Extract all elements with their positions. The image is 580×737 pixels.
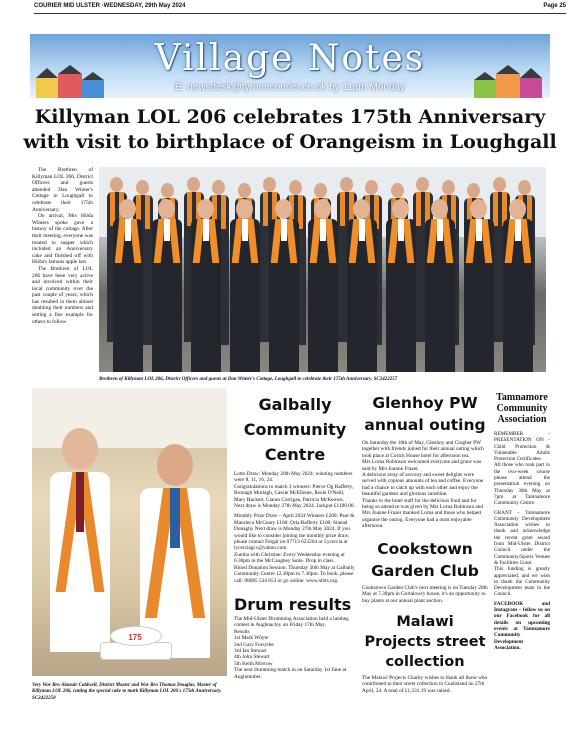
drum-outro: The next drumming match in on Saturday 1st June at Aughintober.	[234, 667, 347, 680]
drum-title: Drum results	[234, 594, 352, 614]
person-figure	[191, 199, 221, 372]
page-header	[34, 3, 566, 13]
tamnamore-column	[494, 392, 550, 651]
person-figure	[386, 199, 416, 372]
lead-paragraph: The Brethren of Killyman LOL 206, District Officers and guests attended Dan Winter's Cottage in Loughgall to celebrate their 175th Anniversary.	[32, 167, 93, 213]
headline-line-2: with visit to birthplace of Orangeism in Loughgall	[23, 131, 557, 153]
tamnamore-facebook-note: FACEBOOK and Instagram – follow us on our Facebook for all details on upcoming events at Tamnamore Community Development Association.	[494, 600, 550, 651]
galbally-paragraph: Zumba with Christine: Every Wednesday evening at 6.30pm in the McCaughey Suite. Drop in class.	[234, 551, 345, 565]
galbally-column	[234, 392, 356, 680]
person-figure	[113, 199, 143, 372]
publication-date: COURIER MID ULSTER -WEDNESDAY, 29th May 2024	[34, 3, 186, 9]
section-title: Village Notes	[154, 38, 426, 79]
malawi-paragraph: The Malawi Projects Charity wishes to thank all those who contributed to their street collection in Coalisland on 27th April, 24. A total of £1,331.19 was raised.	[362, 674, 488, 694]
cookstown-paragraph: Cookstown Garden Club's next meeting is on Tuesday 28th May at 7.30pm in Gortalowry house, it's an opportunity to buy plants at our annual plant auction.	[362, 584, 488, 604]
person-figure	[269, 199, 299, 372]
galbally-paragraph: Next draw is Monday 27th May 2024. Jackpot £1100.00.	[234, 503, 355, 510]
person-figure	[308, 199, 338, 372]
drum-result: 5th Keith Morrow	[234, 660, 273, 667]
drum-body	[234, 616, 356, 680]
glenhoy-paragraph: Thanks to the hotel staff for the delicious food and for being so attentive was given by Mrs Lorna Robinson and Mrs Joanne Frazer thanked Lorna and those who helped organise the outing. Everyone had a most enjoyable afternoon.	[362, 497, 484, 530]
anniversary-cake	[100, 620, 170, 660]
tamnamore-paragraph: This funding is greatly appreciated, and we wish to thank the Community Development team in the Council.	[494, 566, 550, 598]
person-figure	[503, 199, 533, 372]
galbally-body	[234, 471, 356, 584]
group-photo-caption: Brethren of Killyman LOL 206, District Officers and guests at Dan Winter's Cottage, Loughgall to celebrate their 175th Anniversary. SC2422257	[99, 377, 398, 382]
village-notes-banner	[30, 34, 550, 98]
glenhoy-title: Glenhoy PW annual outing	[364, 394, 486, 434]
person-figure	[464, 199, 494, 372]
glenhoy-paragraph: Mrs Lorna Robinson welcomed everyone and grace was said by Mrs Joanne Frazer.	[362, 459, 482, 472]
person-left	[50, 428, 110, 652]
lead-story-text	[32, 167, 93, 325]
lead-paragraph: On arrival, Mrs Hilda Winters spoke gave a history of the cottage. After their meeting, everyone was treated to supper which included an Anniversary cake and finished off with Hilda's famous apple tart.	[32, 213, 93, 266]
cookstown-title: Cookstown Garden Club	[371, 539, 479, 580]
galbally-paragraph: Blood Donation Session: Thursday 30th May at Galbally Community Centre 12.30pm to 7.30pm. To book, please call: 08085 534 653 or go online: www.nibts.org.	[234, 564, 355, 584]
group-photo	[99, 167, 546, 372]
person-figure	[425, 199, 455, 372]
cake-cutting-photo	[32, 388, 227, 676]
drum-result: 2nd Gary Forsythe	[234, 641, 274, 648]
person-figure	[347, 199, 377, 372]
drum-intro: The Mid-Ulster Drumming Association held a lambeg contest in Aughnacloy on Friday 17th May.	[234, 615, 349, 629]
malawi-title: Malawi Projects street collection	[364, 613, 486, 670]
headline-line-1: Killyman LOL 206 celebrates 175th Anniversary	[34, 106, 546, 128]
header-rule	[34, 13, 566, 14]
person-figure	[152, 199, 182, 372]
tamnamore-paragraph: GRANT - Tamnamore Community Development Association wishes to thank and acknowledge the recent grant award from Mid-Ulster District Council under the Community/Sports Venues & Facilities Grant.	[494, 509, 550, 566]
glenhoy-paragraph: A delicious array of savoury and sweet delights were served with copious amounts of tea and coffee. Everyone had a chance to catch up with each other and enjoy the beautiful gardens and glorious sunshine.	[362, 472, 484, 498]
tamnamore-paragraph: REMEMBER - PRESENTATION ON - Child Protection & Vulnerable Adults Protection Certificates.	[494, 431, 550, 463]
drum-result: 4th John Stewart	[234, 654, 270, 661]
tamnamore-title: Tamnamore Community Association	[496, 392, 548, 425]
page-number: Page 25	[543, 3, 566, 9]
galbally-paragraph: Congratulations to match 3 winners: Pierce Og Rafferty, Bronagh Murtagh, Cassie McElhone, Rosie O'Neill, Mary Hackett, Ciaran Corrigan, Patricia McKeown.	[234, 483, 354, 503]
glenhoy-body	[362, 440, 488, 530]
cookstown-body	[362, 585, 488, 604]
malawi-body	[362, 675, 488, 694]
tamnamore-paragraph: All those who took part in the two-week course please attend the presentation evening on Thursday 30th May at 7pm at Tamnamore Community Centre.	[494, 462, 550, 507]
tamnamore-body	[494, 431, 550, 651]
galbally-paragraph: Monthly Prize Draw – April 2024 Winners £200: Paul & Maurieca McGeary £100: Orla Rafferty £100: Sinead Donaghy Next draw is Monday 27th May 2024. If you would like to consider joining the monthly prize draw, please contact Fergal on 07713 623264 or Lycercia at lycerciagcc@yahoo.com	[234, 513, 355, 552]
galbally-paragraph: Lotto Draw: Monday 20th May 2024: winning numbers were 8, 11, 16, 24.	[234, 471, 353, 484]
drum-result: 3rd Ian Stewart	[234, 647, 267, 654]
cake-inscription: 175	[128, 633, 142, 642]
drum-results-label: Results	[234, 628, 250, 635]
drum-result: 1st Mark Whyte	[234, 635, 269, 642]
person-figure	[230, 199, 260, 372]
lead-paragraph: The Brethren of LOL 206 have been very active and involved within their local community over the past couple of years, which has resulted in them almost doubling their numbers and setting a fine example for others to follow.	[32, 265, 93, 325]
glenhoy-paragraph: On Saturday the 18th of May, Glenhoy and Clogher PW together with friends joined for their annual outing which took place at Corick House hotel for afternoon tea.	[362, 440, 484, 459]
galbally-title: Galbally Community Centre	[243, 395, 347, 464]
cake-photo-caption: Very Wor Bro Alastair Caldwell, District Master and Wor Bro Thomas Douglas, Master of Killyman LOL 206, cutting the special cake to mark Killyman LOL 206's 175th Anniversary. SC2422258	[32, 683, 222, 701]
main-headline	[20, 105, 560, 155]
middle-column	[362, 392, 488, 694]
contact-email: E: newsdesk@tyronecourier.co.uk by 11am Monday	[174, 82, 406, 93]
